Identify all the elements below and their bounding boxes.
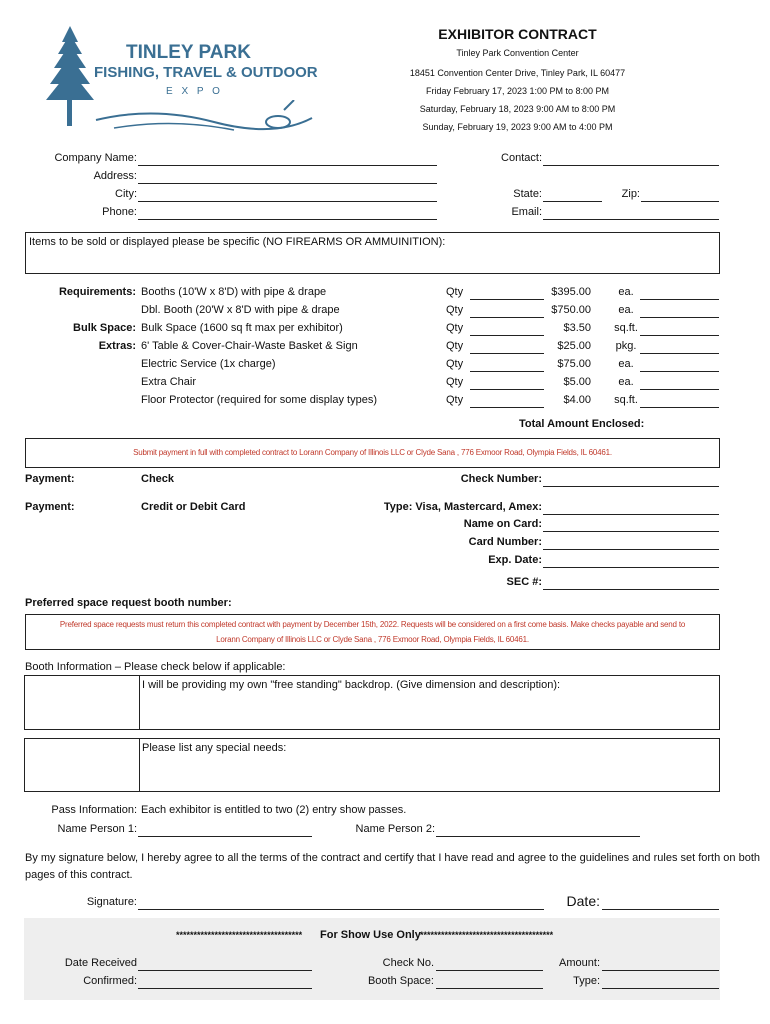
zip-field[interactable] xyxy=(641,201,719,202)
requirement-unit: ea. xyxy=(618,304,634,316)
requirement-desc: 6' Table & Cover-Chair-Waste Basket & Sign xyxy=(141,340,358,352)
requirement-price: $75.00 xyxy=(557,358,591,370)
requirement-unit: pkg. xyxy=(615,340,637,352)
phone-field[interactable] xyxy=(138,219,437,220)
confirmed-label: Confirmed: xyxy=(83,975,137,987)
date-label: Date: xyxy=(566,893,600,909)
qty-label: Qty xyxy=(446,304,464,316)
qty-field[interactable] xyxy=(470,389,544,390)
requirement-desc: Bulk Space (1600 sq ft max per exhibitor) xyxy=(141,322,343,334)
payment-check-option[interactable]: Check xyxy=(141,473,175,485)
booth-info-label: Booth Information – Please check below if applicable: xyxy=(25,661,286,673)
submit-note: Submit payment in full with completed contract to Lorann Company of Illinois LLC or Clyde Sana , 776 Exmoor Road, Olympia Fields, IL 60461. xyxy=(133,448,612,457)
line-total-field[interactable] xyxy=(640,407,719,408)
state-field[interactable] xyxy=(543,201,602,202)
requirement-price: $5.00 xyxy=(563,376,591,388)
show-day-3: Sunday, February 19, 2023 9:00 AM to 4:00 PM xyxy=(422,122,613,132)
page-title: EXHIBITOR CONTRACT xyxy=(438,26,597,42)
qty-label: Qty xyxy=(446,340,464,352)
date-received-field[interactable] xyxy=(138,970,312,971)
email-label: Email: xyxy=(511,206,542,218)
qty-label: Qty xyxy=(446,376,464,388)
requirement-desc: Dbl. Booth (20'W x 8'D with pipe & drape xyxy=(141,304,340,316)
amount-label: Amount: xyxy=(559,957,600,969)
qty-field[interactable] xyxy=(470,335,544,336)
payment-card-option[interactable]: Credit or Debit Card xyxy=(141,501,246,513)
venue-name: Tinley Park Convention Center xyxy=(456,48,579,58)
check-number-label: Check Number: xyxy=(460,473,542,485)
qty-label: Qty xyxy=(446,286,464,298)
requirement-price: $3.50 xyxy=(563,322,591,334)
preferred-note-line2: Lorann Company of Illinois LLC or Clyde Sana , 776 Exmoor Road, Olympia Fields, IL 60461. xyxy=(216,635,529,644)
items-description-label: Items to be sold or displayed please be specific (NO FIREARMS OR AMMUINITION): xyxy=(29,236,446,248)
signature-field[interactable] xyxy=(138,909,544,910)
name-person2-field[interactable] xyxy=(436,836,640,837)
line-total-field[interactable] xyxy=(640,371,719,372)
contact-field[interactable] xyxy=(543,165,719,166)
special-needs-label: Please list any special needs: xyxy=(142,742,287,754)
city-field[interactable] xyxy=(138,201,437,202)
address-label: Address: xyxy=(93,170,137,182)
requirement-unit: ea. xyxy=(618,286,634,298)
pass-info-label: Pass Information: xyxy=(51,804,137,816)
requirement-unit: sq.ft. xyxy=(614,394,638,406)
agreement-line2: pages of this contract. xyxy=(25,869,133,881)
check-no-field[interactable] xyxy=(436,970,543,971)
requirement-price: $4.00 xyxy=(563,394,591,406)
sec-field[interactable] xyxy=(543,589,719,590)
name-on-card-label: Name on Card: xyxy=(463,518,542,530)
pine-tree-icon xyxy=(40,26,100,130)
state-label: State: xyxy=(513,188,542,200)
qty-field[interactable] xyxy=(470,353,544,354)
zip-label: Zip: xyxy=(621,188,640,200)
requirement-unit: ea. xyxy=(618,358,634,370)
name-person2-label: Name Person 2: xyxy=(355,823,435,835)
phone-label: Phone: xyxy=(102,206,137,218)
backdrop-checkbox[interactable] xyxy=(24,675,140,730)
pass-info-text: Each exhibitor is entitled to two (2) entry show passes. xyxy=(141,804,407,816)
confirmed-field[interactable] xyxy=(138,988,312,989)
backdrop-description-box[interactable] xyxy=(139,675,720,730)
special-needs-checkbox[interactable] xyxy=(24,738,140,792)
booth-space-label: Booth Space: xyxy=(367,975,434,987)
card-number-label: Card Number: xyxy=(468,536,542,548)
payment-label: Payment: xyxy=(25,473,75,485)
qty-field[interactable] xyxy=(470,407,544,408)
exp-date-field[interactable] xyxy=(543,567,719,568)
preferred-space-label: Preferred space request booth number: xyxy=(25,597,232,609)
booth-space-field[interactable] xyxy=(436,988,543,989)
requirement-price: $395.00 xyxy=(551,286,591,298)
requirement-unit: ea. xyxy=(618,376,634,388)
address-field[interactable] xyxy=(138,183,437,184)
line-total-field[interactable] xyxy=(640,317,719,318)
qty-label: Qty xyxy=(446,322,464,334)
show-use-title: For Show Use Only xyxy=(320,929,421,941)
card-type-label: Type: Visa, Mastercard, Amex: xyxy=(383,501,542,513)
requirement-price: $750.00 xyxy=(551,304,591,316)
sec-label: SEC #: xyxy=(506,576,542,588)
requirement-desc: Extra Chair xyxy=(141,376,197,388)
submit-note-box xyxy=(25,438,720,468)
city-label: City: xyxy=(115,188,137,200)
payment-label-2: Payment: xyxy=(25,501,75,513)
wave-swoosh-icon xyxy=(94,100,314,136)
name-person1-label: Name Person 1: xyxy=(57,823,137,835)
line-total-field[interactable] xyxy=(640,299,719,300)
check-no-label: Check No. xyxy=(382,957,434,969)
agreement-line1: By my signature below, I hereby agree to all the terms of the contract and certify that I have read and agree to the guidelines and rules set forth on both xyxy=(25,852,760,864)
qty-label: Qty xyxy=(446,358,464,370)
requirement-desc: Electric Service (1x charge) xyxy=(141,358,276,370)
line-total-field[interactable] xyxy=(640,353,719,354)
items-description-box[interactable] xyxy=(25,232,720,274)
email-field[interactable] xyxy=(543,219,719,220)
card-number-field[interactable] xyxy=(543,549,719,550)
amount-field[interactable] xyxy=(602,970,719,971)
special-needs-box[interactable] xyxy=(139,738,720,792)
name-on-card-field[interactable] xyxy=(543,531,719,532)
venue-address: 18451 Convention Center Drive, Tinley Park, IL 60477 xyxy=(409,68,626,78)
backdrop-label: I will be providing my own "free standing" backdrop. (Give dimension and description): xyxy=(142,679,561,691)
type-label: Type: xyxy=(573,975,600,987)
preferred-note-line1: Preferred space requests must return this completed contract with payment by December 15th, 2022. Requests will be considered on a first come basis. Make checks payable and send to xyxy=(59,620,686,629)
type-field[interactable] xyxy=(602,988,719,989)
exp-date-label: Exp. Date: xyxy=(488,554,542,566)
total-amount-label: Total Amount Enclosed: xyxy=(519,418,645,430)
requirement-desc: Booths (10'W x 8'D) with pipe & drape xyxy=(141,286,327,298)
line-total-field[interactable] xyxy=(640,389,719,390)
qty-field[interactable] xyxy=(470,299,544,300)
requirement-desc: Floor Protector (required for some display types) xyxy=(141,394,377,406)
company-name-field[interactable] xyxy=(138,165,437,166)
line-total-field[interactable] xyxy=(640,335,719,336)
extras-label: Extras: xyxy=(98,340,136,352)
qty-label: Qty xyxy=(446,394,464,406)
requirement-price: $25.00 xyxy=(557,340,591,352)
qty-field[interactable] xyxy=(470,371,544,372)
bulk-space-label: Bulk Space: xyxy=(73,322,136,334)
show-day-1: Friday February 17, 2023 1:00 PM to 8:00 PM xyxy=(425,86,610,96)
card-type-field[interactable] xyxy=(543,514,719,515)
contact-label: Contact: xyxy=(501,152,542,164)
preferred-note-box xyxy=(25,614,720,650)
signature-label: Signature: xyxy=(86,896,137,908)
company-name-label: Company Name: xyxy=(54,152,137,164)
stars-left: ************************************ xyxy=(176,930,303,940)
logo-line2: FISHING, TRAVEL & OUTDOOR xyxy=(94,64,318,81)
requirement-unit: sq.ft. xyxy=(614,322,638,334)
stars-right: ************************************** xyxy=(420,930,554,940)
date-field[interactable] xyxy=(602,909,719,910)
logo-line3: E X P O xyxy=(166,86,223,97)
requirements-label: Requirements: xyxy=(58,286,136,298)
date-received-label: Date Received xyxy=(64,957,137,969)
show-day-2: Saturday, February 18, 2023 9:00 AM to 8:00 PM xyxy=(419,104,616,114)
qty-field[interactable] xyxy=(470,317,544,318)
logo-line1: TINLEY PARK xyxy=(126,42,251,63)
check-number-field[interactable] xyxy=(543,486,719,487)
name-person1-field[interactable] xyxy=(138,836,312,837)
